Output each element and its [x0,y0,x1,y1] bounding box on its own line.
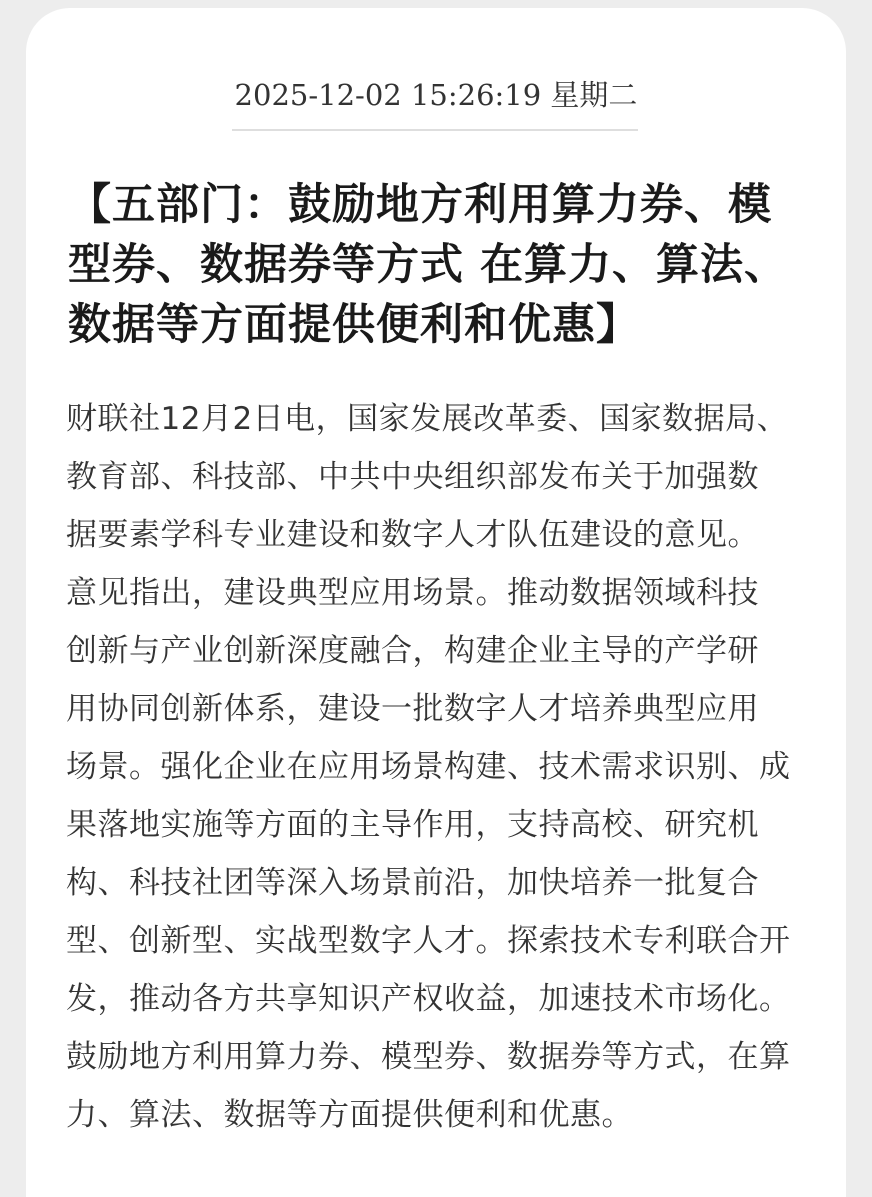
body-line: 构、科技社团等深入场景前沿，加快培养一批复合 [66,865,759,901]
timestamp-divider [232,129,638,131]
body-line: 发，推动各方共享知识产权收益，加速技术市场化。 [66,981,791,1017]
body-line: 用协同创新体系，建设一批数字人才培养典型应用 [66,691,759,727]
article-card [26,8,846,1197]
body-line: 果落地实施等方面的主导作用，支持高校、研究机 [66,807,759,843]
article-body [66,390,836,1144]
body-line: 据要素学科专业建设和数字人才队伍建设的意见。 [66,517,759,553]
title-line: 型券、数据券等方式 在算力、算法、 [68,240,788,290]
body-line: 意见指出，建设典型应用场景。推动数据领域科技 [66,575,759,611]
body-line: 鼓励地方利用算力券、模型券、数据券等方式，在算 [66,1039,791,1075]
body-line: 场景。强化企业在应用场景构建、技术需求识别、成 [66,749,791,785]
body-line: 教育部、科技部、中共中央组织部发布关于加强数 [66,459,759,495]
article-title [68,175,838,355]
body-line: 力、算法、数据等方面提供便利和优惠。 [66,1097,633,1133]
body-line: 财联社12月2日电，国家发展改革委、国家数据局、 [66,401,789,437]
body-line: 创新与产业创新深度融合，构建企业主导的产学研 [66,633,759,669]
title-line: 数据等方面提供便利和优惠】 [68,300,640,350]
body-line: 型、创新型、实战型数字人才。探索技术专利联合开 [66,923,791,959]
title-line: 【五部门：鼓励地方利用算力券、模 [68,180,772,230]
article-timestamp: 2025-12-02 15:26:19 星期二 [234,78,638,112]
